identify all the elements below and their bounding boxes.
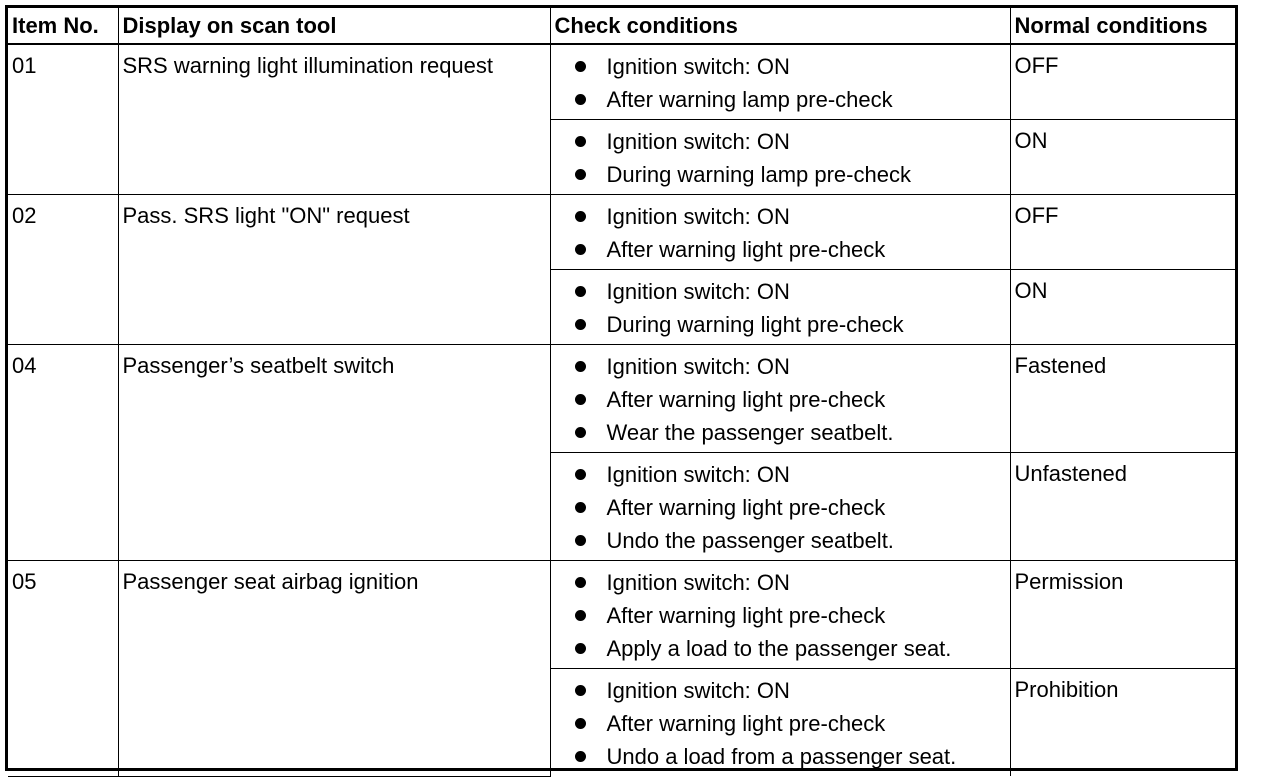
check-conditions (550, 119, 1010, 194)
check-condition-item: Ignition switch: ON (571, 200, 1006, 233)
check-condition-item: Wear the passenger seatbelt. (571, 416, 1006, 449)
header-check-conditions: Check conditions (550, 8, 1010, 44)
normal-condition: ON (1010, 269, 1235, 344)
check-conditions (550, 560, 1010, 668)
table-row (8, 560, 1235, 668)
display-text: Passenger’s seatbelt switch (118, 344, 550, 560)
item-number: 01 (8, 44, 118, 194)
check-condition-item: Ignition switch: ON (571, 458, 1006, 491)
table-row (8, 44, 1235, 119)
check-condition-item: After warning lamp pre-check (571, 83, 1006, 116)
check-condition-item: During warning light pre-check (571, 308, 1006, 341)
item-number: 05 (8, 560, 118, 776)
check-conditions (550, 452, 1010, 560)
normal-condition: OFF (1010, 194, 1235, 269)
normal-condition: ON (1010, 119, 1235, 194)
check-condition-item: Undo the passenger seatbelt. (571, 524, 1006, 557)
check-condition-item: Ignition switch: ON (571, 350, 1006, 383)
check-condition-item: Ignition switch: ON (571, 566, 1006, 599)
check-conditions (550, 44, 1010, 119)
display-text: Passenger seat airbag ignition (118, 560, 550, 776)
table-row (8, 344, 1235, 452)
check-condition-item: Ignition switch: ON (571, 125, 1006, 158)
check-condition-item: After warning light pre-check (571, 599, 1006, 632)
check-conditions (550, 344, 1010, 452)
display-text: SRS warning light illumination request (118, 44, 550, 194)
check-conditions (550, 269, 1010, 344)
item-number: 04 (8, 344, 118, 560)
check-condition-item: After warning light pre-check (571, 383, 1006, 416)
check-conditions (550, 194, 1010, 269)
normal-condition: Prohibition (1010, 668, 1235, 776)
normal-condition: Fastened (1010, 344, 1235, 452)
normal-condition: Unfastened (1010, 452, 1235, 560)
check-condition-item: After warning light pre-check (571, 233, 1006, 266)
header-display: Display on scan tool (118, 8, 550, 44)
table-row (8, 194, 1235, 269)
display-text: Pass. SRS light "ON" request (118, 194, 550, 344)
normal-condition: OFF (1010, 44, 1235, 119)
check-conditions (550, 668, 1010, 776)
check-condition-item: During warning lamp pre-check (571, 158, 1006, 191)
check-condition-item: Apply a load to the passenger seat. (571, 632, 1006, 665)
check-condition-item: Ignition switch: ON (571, 275, 1006, 308)
check-condition-item: After warning light pre-check (571, 707, 1006, 740)
item-number: 02 (8, 194, 118, 344)
check-condition-item: After warning light pre-check (571, 491, 1006, 524)
check-condition-item: Ignition switch: ON (571, 50, 1006, 83)
check-condition-item: Ignition switch: ON (571, 674, 1006, 707)
scan-tool-table-frame (5, 5, 1238, 771)
scan-tool-data-table (8, 8, 1235, 777)
header-item-no: Item No. (8, 8, 118, 44)
normal-condition: Permission (1010, 560, 1235, 668)
header-normal-conditions: Normal conditions (1010, 8, 1235, 44)
header-row (8, 8, 1235, 44)
check-condition-item: Undo a load from a passenger seat. (571, 740, 1006, 773)
